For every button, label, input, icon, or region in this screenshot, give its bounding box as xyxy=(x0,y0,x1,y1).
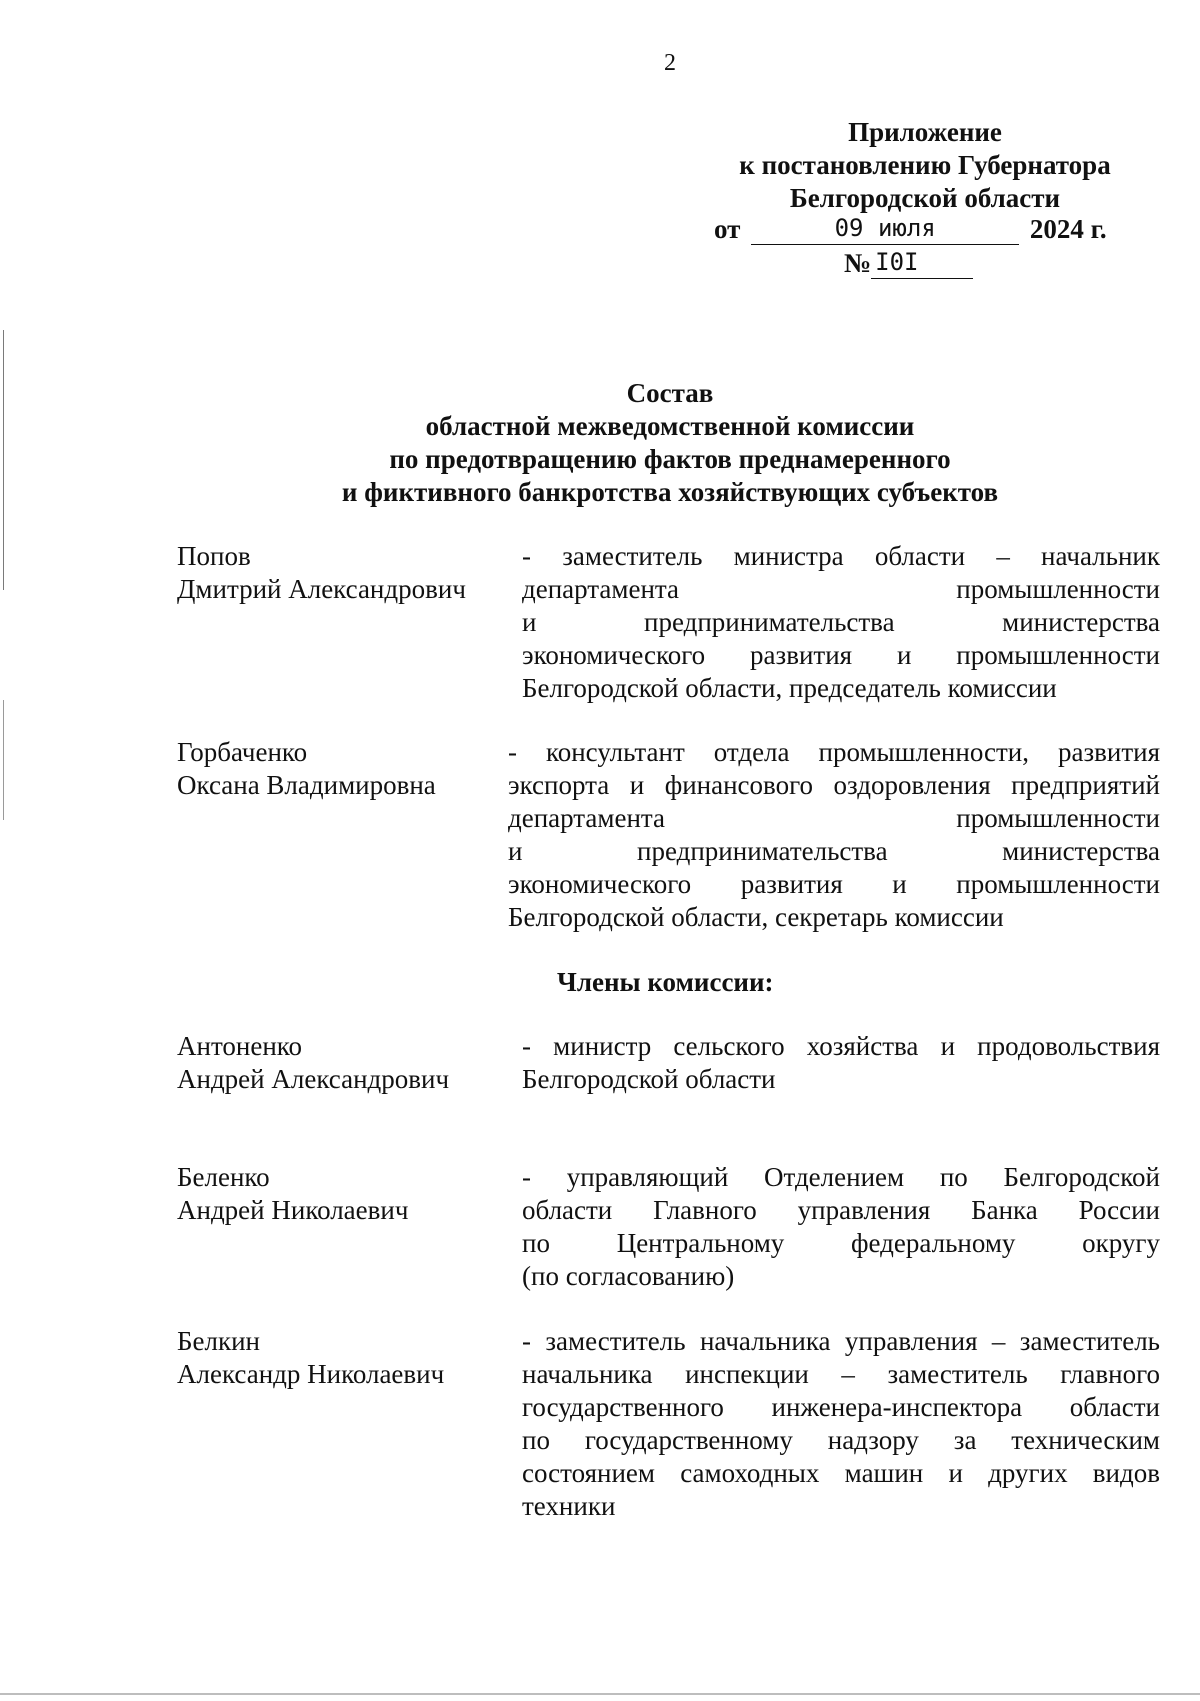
role-line: департамента промышленности xyxy=(508,803,1160,833)
member-name xyxy=(177,1161,507,1227)
member-name xyxy=(177,1325,507,1391)
scan-edge-line xyxy=(3,700,4,820)
role-line: экономического развития и промышленности xyxy=(508,869,1160,899)
member-role xyxy=(522,1161,1160,1293)
member-name xyxy=(177,540,507,606)
member-given-name: Андрей Николаевич xyxy=(177,1195,409,1225)
role-line: по Центральному федеральному округу xyxy=(522,1228,1160,1258)
role-line: экспорта и финансового оздоровления предприятий xyxy=(508,770,1160,800)
appendix-date-line xyxy=(714,214,1107,245)
appendix-number-line xyxy=(844,248,973,279)
role-line: Белгородской области xyxy=(522,1064,776,1094)
page-number: 2 xyxy=(664,50,676,76)
date-value: 09 июля xyxy=(751,214,1019,245)
appendix-header xyxy=(700,116,1150,215)
member-role xyxy=(522,1030,1160,1096)
number-prefix: № xyxy=(844,248,872,278)
document-title xyxy=(0,377,1200,509)
member-surname: Беленко xyxy=(177,1162,270,1192)
member-given-name: Александр Николаевич xyxy=(177,1359,445,1389)
title-line: по предотвращению фактов преднамеренного xyxy=(389,444,951,474)
members-heading: Члены комиссии: xyxy=(557,967,774,997)
date-suffix: 2024 г. xyxy=(1029,214,1107,244)
number-value: I0I xyxy=(871,248,973,279)
member-role xyxy=(522,1325,1160,1523)
scan-bottom-line xyxy=(0,1693,1200,1695)
role-line: области Главного управления Банка России xyxy=(522,1195,1160,1225)
member-surname: Горбаченко xyxy=(177,737,308,767)
role-line: техники xyxy=(522,1491,616,1521)
title-line: и фиктивного банкротства хозяйствующих субъектов xyxy=(341,477,999,507)
role-line: Белгородской области, секретарь комиссии xyxy=(508,902,1004,932)
appendix-region: Белгородской области xyxy=(789,183,1061,213)
member-surname: Антоненко xyxy=(177,1031,303,1061)
role-line: и предпринимательства министерства xyxy=(508,836,1160,866)
role-line: - консультант отдела промышленности, развития xyxy=(508,737,1160,767)
date-prefix: от xyxy=(714,214,741,244)
member-role xyxy=(508,736,1160,934)
role-line: - управляющий Отделением по Белгородской xyxy=(522,1162,1160,1192)
role-line: - заместитель начальника управления – заместитель xyxy=(522,1326,1160,1356)
member-given-name: Андрей Александрович xyxy=(177,1064,450,1094)
role-line: состоянием самоходных машин и других видов xyxy=(522,1458,1160,1488)
member-surname: Попов xyxy=(177,541,251,571)
member-name xyxy=(177,736,507,802)
role-line: департамента промышленности xyxy=(522,574,1160,604)
appendix-title: Приложение xyxy=(848,117,1002,147)
title-line: Состав xyxy=(626,378,714,408)
role-line: - министр сельского хозяйства и продовольствия xyxy=(522,1031,1160,1061)
title-line: областной межведомственной комиссии xyxy=(425,411,915,441)
member-role xyxy=(522,540,1160,705)
member-surname: Белкин xyxy=(177,1326,260,1356)
role-line: начальника инспекции – заместитель главного xyxy=(522,1359,1160,1389)
member-name xyxy=(177,1030,507,1096)
role-line: (по согласованию) xyxy=(522,1261,735,1291)
role-line: Белгородской области, председатель комиссии xyxy=(522,673,1057,703)
appendix-reference: к постановлению Губернатора xyxy=(739,150,1111,180)
role-line: по государственному надзору за техническим xyxy=(522,1425,1160,1455)
role-line: и предпринимательства министерства xyxy=(522,607,1160,637)
role-line: - заместитель министра области – начальник xyxy=(522,541,1160,571)
role-line: экономического развития и промышленности xyxy=(522,640,1160,670)
role-line: государственного инженера-инспектора области xyxy=(522,1392,1160,1422)
member-given-name: Оксана Владимировна xyxy=(177,770,436,800)
member-given-name: Дмитрий Александрович xyxy=(177,574,466,604)
